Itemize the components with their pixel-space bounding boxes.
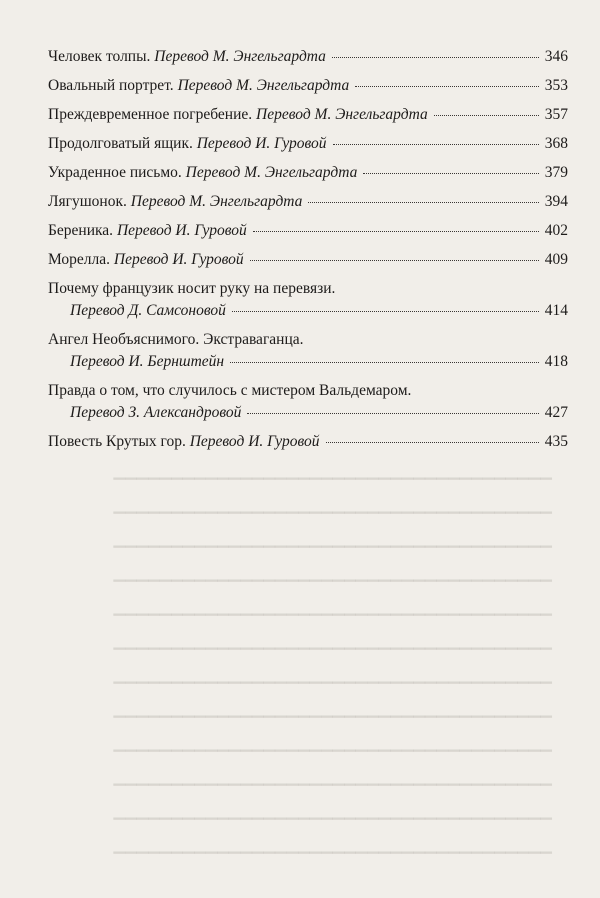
entry-page-number: 414	[544, 302, 568, 319]
entry-page-number: 368	[544, 135, 568, 152]
entry-title: Повесть Крутых гор.	[48, 433, 186, 450]
entry-title: Овальный портрет.	[48, 77, 174, 94]
entry-page-number: 346	[544, 48, 568, 65]
dot-leader	[250, 260, 539, 261]
entry-translator: Перевод И. Гуровой	[196, 135, 327, 152]
entry-translator: Перевод И. Гуровой	[189, 433, 320, 450]
entry-title: Украденное письмо.	[48, 164, 182, 181]
toc-entry	[48, 75, 568, 104]
dot-leader	[332, 57, 539, 58]
dot-leader	[247, 413, 538, 414]
entry-page-number: 394	[544, 193, 568, 210]
entry-title: Лягушонок.	[48, 193, 127, 210]
entry-title: Правда о том, что случилось с мистером Вальдемаром.	[48, 382, 412, 399]
dot-leader	[230, 362, 539, 363]
toc-entry	[48, 191, 568, 220]
entry-title: Человек толпы.	[48, 48, 151, 65]
entry-translator: Перевод М. Энгельгардта	[177, 77, 350, 94]
entry-page-number: 353	[544, 77, 568, 94]
dot-leader	[308, 202, 538, 203]
entry-page-number: 409	[544, 251, 568, 268]
entry-title: Морелла.	[48, 251, 110, 268]
entry-translator: Перевод И. Гуровой	[113, 251, 244, 268]
entry-page-number: 357	[544, 106, 568, 123]
dot-leader	[232, 311, 539, 312]
entry-translator: Перевод М. Энгельгардта	[256, 106, 428, 123]
entry-title: Ангел Необъяснимого. Экстраваганца.	[48, 331, 304, 348]
entry-translator: Перевод М. Энгельгардта	[154, 48, 326, 65]
entry-translator: Перевод Д. Самсоновой	[70, 302, 226, 319]
toc-entry	[48, 104, 568, 133]
toc-entry	[48, 431, 568, 460]
entry-page-number: 402	[544, 222, 568, 239]
entry-translator: Перевод И. Бернштейн	[70, 353, 225, 370]
entry-page-number: 379	[544, 164, 568, 181]
dot-leader	[355, 86, 539, 87]
entry-page-number: 435	[544, 433, 568, 450]
toc-entry	[48, 380, 568, 424]
dot-leader	[253, 231, 539, 232]
entry-translator: Перевод М. Энгельгардта	[130, 193, 303, 210]
entry-translator: Перевод И. Гуровой	[116, 222, 247, 239]
dot-leader	[363, 173, 538, 174]
toc-entry	[48, 329, 568, 373]
dot-leader	[333, 144, 539, 145]
toc-entry	[48, 133, 568, 162]
entry-translator: Перевод З. Александровой	[70, 404, 242, 421]
table-of-contents	[48, 46, 568, 460]
entry-title: Почему французик носит руку на перевязи.	[48, 280, 336, 297]
toc-entry	[48, 220, 568, 249]
dot-leader	[326, 442, 539, 443]
toc-entry	[48, 162, 568, 191]
dot-leader	[434, 115, 539, 116]
entry-translator: Перевод М. Энгельгардта	[185, 164, 358, 181]
show-through-text: ▁▁▁▁▁▁▁▁▁▁▁▁▁▁▁▁▁▁▁▁▁▁▁▁▁▁▁▁▁▁▁▁▁▁▁▁▁▁ ▁▁▁▁▁▁▁▁▁▁▁▁▁▁▁▁▁▁▁▁▁▁▁▁▁▁▁▁▁▁▁▁▁▁▁▁▁▁ ▁▁▁▁▁▁▁▁▁▁▁▁▁▁▁▁▁▁▁▁▁▁▁▁▁▁▁▁▁▁▁▁▁▁▁▁▁▁ ▁▁▁▁▁▁▁▁▁▁▁▁▁▁▁▁▁▁▁▁▁▁▁▁▁▁▁▁▁▁▁▁▁▁▁▁▁▁ ▁▁▁▁▁▁▁▁▁▁▁▁▁▁▁▁▁▁▁▁▁▁▁▁▁▁▁▁▁▁▁▁▁▁▁▁▁▁ ▁▁▁▁▁▁▁▁▁▁▁▁▁▁▁▁▁▁▁▁▁▁▁▁▁▁▁▁▁▁▁▁▁▁▁▁▁▁ ▁▁▁▁▁▁▁▁▁▁▁▁▁▁▁▁▁▁▁▁▁▁▁▁▁▁▁▁▁▁▁▁▁▁▁▁▁▁ ▁▁▁▁▁▁▁▁▁▁▁▁▁▁▁▁▁▁▁▁▁▁▁▁▁▁▁▁▁▁▁▁▁▁▁▁▁▁ ▁▁▁▁▁▁▁▁▁▁▁▁▁▁▁▁▁▁▁▁▁▁▁▁▁▁▁▁▁▁▁▁▁▁▁▁▁▁ ▁▁▁▁▁▁▁▁▁▁▁▁▁▁▁▁▁▁▁▁▁▁▁▁▁▁▁▁▁▁▁▁▁▁▁▁▁▁ ▁▁▁▁▁▁▁▁▁▁▁▁▁▁▁▁▁▁▁▁▁▁▁▁▁▁▁▁▁▁▁▁▁▁▁▁▁▁ ▁▁▁▁▁▁▁▁▁▁▁▁▁▁▁▁▁▁▁▁▁▁▁▁▁▁▁▁▁▁▁▁▁▁▁▁▁▁	[113, 464, 552, 854]
entry-title: Преждевременное погребение.	[48, 106, 253, 123]
entry-title: Береника.	[48, 222, 114, 239]
toc-entry	[48, 46, 568, 75]
toc-entry	[48, 278, 568, 322]
toc-entry	[48, 249, 568, 278]
entry-page-number: 427	[544, 404, 568, 421]
entry-page-number: 418	[544, 353, 568, 370]
entry-title: Продолговатый ящик.	[48, 135, 193, 152]
